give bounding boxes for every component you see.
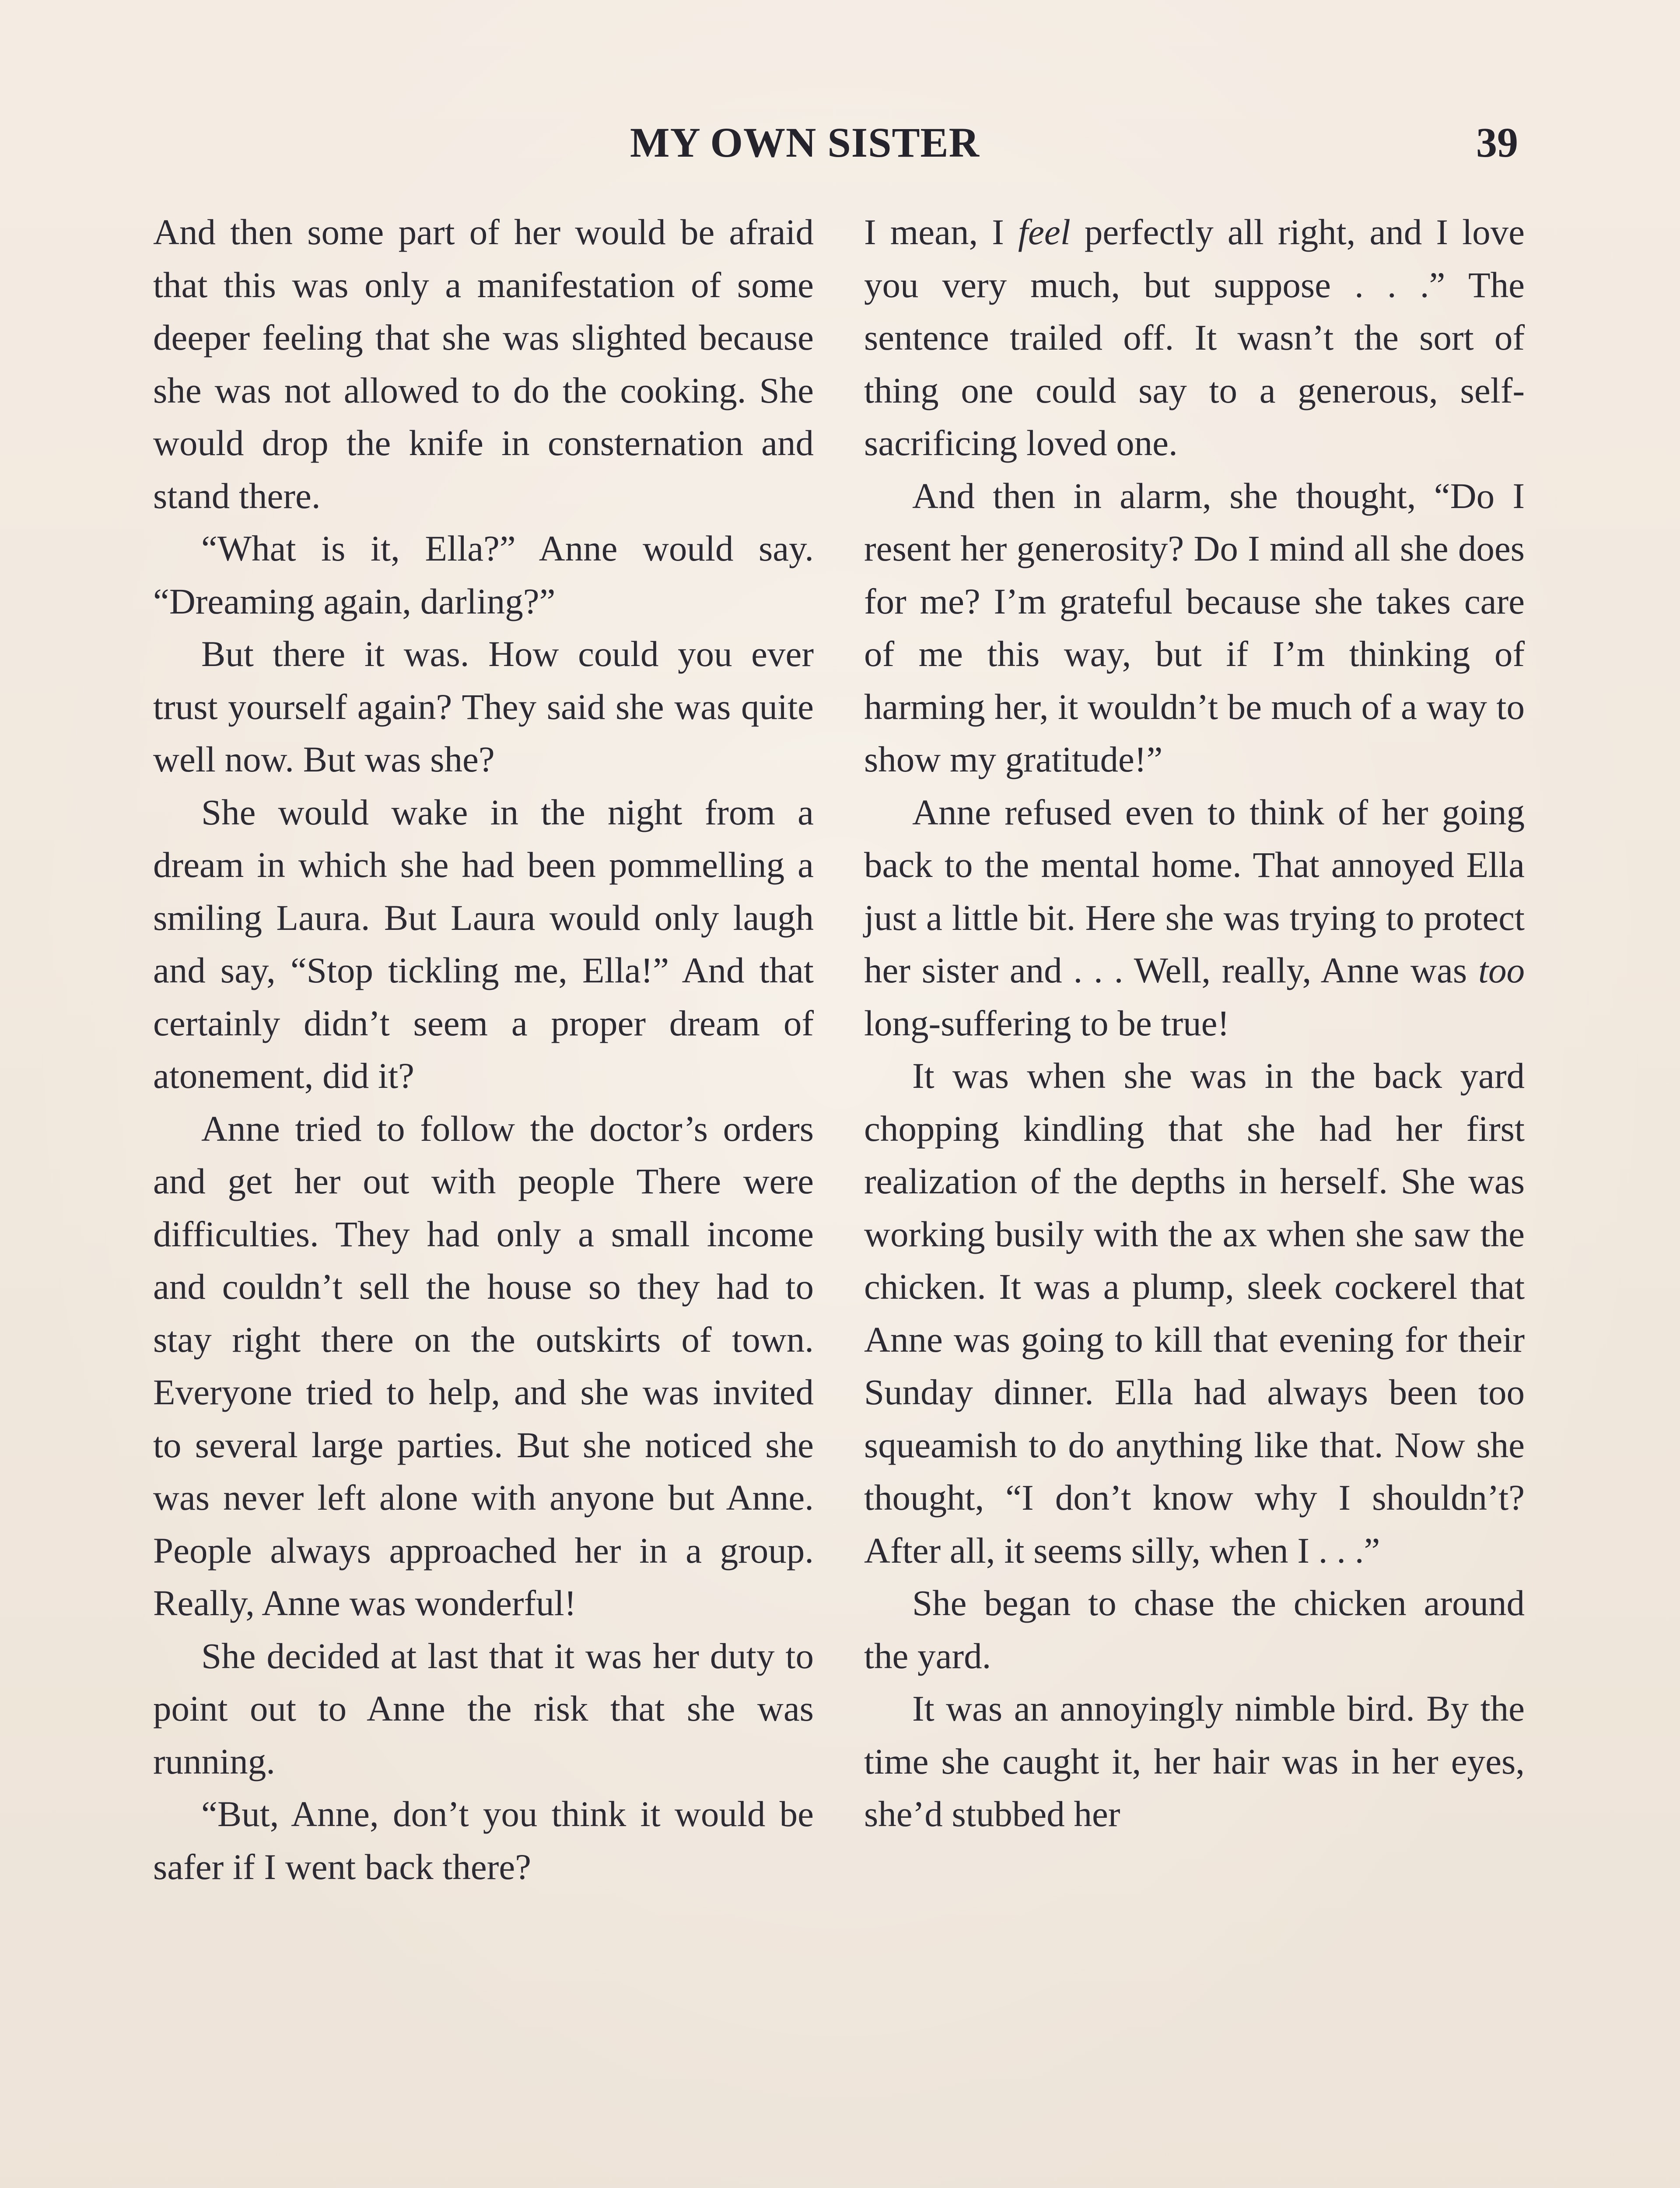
paragraph-text: Anne refused even to think of her going back to the mental home. That annoyed Ella just a little bit. Here she was trying to protect her sister and . . . Well, really, Anne was <box>864 792 1525 990</box>
paragraph <box>864 1577 1525 1682</box>
paragraph <box>864 1049 1525 1577</box>
paragraph: Anne tried to follow the doctor’s orders and get her out with people There were difficulties. They had only a small income and couldn’t sell the house so they had to stay right there on the outskirts of town. Everyone tried to help, and she was invited to several large parties. But she noticed she was never left alone with anyone but Anne. People always approached her in a group. Really, Anne was wonderful! <box>153 1108 814 1623</box>
left-text-column <box>153 206 814 1893</box>
paragraph: But there it was. How could you ever trust yourself again? They said she was quite well now. But was she? <box>153 634 814 779</box>
running-title: MY OWN SISTER <box>630 119 980 166</box>
paragraph-text: She began to chase the chicken around the yard. <box>864 1583 1525 1676</box>
paragraph <box>864 206 1525 470</box>
paragraph <box>864 786 1525 1050</box>
paragraph <box>864 470 1525 786</box>
paragraph: “What is it, Ella?” Anne would say. “Dreaming again, darling?” <box>153 528 814 621</box>
paragraph-text: And then in alarm, she thought, “Do I resent her generosity? Do I mind all she does for me? I’m grateful because she takes care of me this way, but if I’m thinking of harming her, it wouldn’t be much of a way to show my gratitude!” <box>864 475 1525 779</box>
paragraph: She would wake in the night from a dream in which she had been pommelling a smiling Laura. But Laura would only laugh and say, “Stop tickling me, Ella!” And that certainly didn’t seem a proper dream of atonement, did it? <box>153 792 814 1096</box>
paragraph-text: I mean, I <box>864 212 1018 252</box>
page-header <box>153 118 1518 188</box>
page-number: 39 <box>1476 119 1518 166</box>
emphasis-text: too <box>1478 950 1525 990</box>
paragraph-text: It was an annoyingly nimble bird. By the time she caught it, her hair was in her eyes, she’d stubbed her <box>864 1688 1525 1834</box>
paragraph <box>864 1682 1525 1841</box>
paragraph-text: It was when she was in the back yard chopping kindling that she had her first realization of the depths in herself. She was working busily with the ax when she saw the chicken. It was a plump, sleek cockerel that Anne was going to kill that evening for their Sunday dinner. Ella had always been too squeamish to do anything like that. Now she thought, “I don’t know why I shouldn’t? After all, it seems silly, when I . . .” <box>864 1055 1525 1571</box>
emphasis-text: feel <box>1018 212 1071 252</box>
paragraph: And then some part of her would be afraid that this was only a manifestation of some deeper feeling that she was slighted because she was not allowed to do the cooking. She would drop the knife in consternation and stand there. <box>153 212 814 516</box>
paragraph: She decided at last that it was her duty to point out to Anne the risk that she was running. <box>153 1635 814 1781</box>
right-text-column <box>864 206 1525 1841</box>
paragraph-text: long-suffering to be true! <box>864 1003 1230 1043</box>
paragraph-text: perfectly all right, and I love you very much, but suppose . . .” The sentence trailed off. It wasn’t the sort of thing one could say to a generous, self-sacrificing loved one. <box>864 212 1525 463</box>
paragraph: “But, Anne, don’t you think it would be safer if I went back there? <box>153 1794 814 1887</box>
